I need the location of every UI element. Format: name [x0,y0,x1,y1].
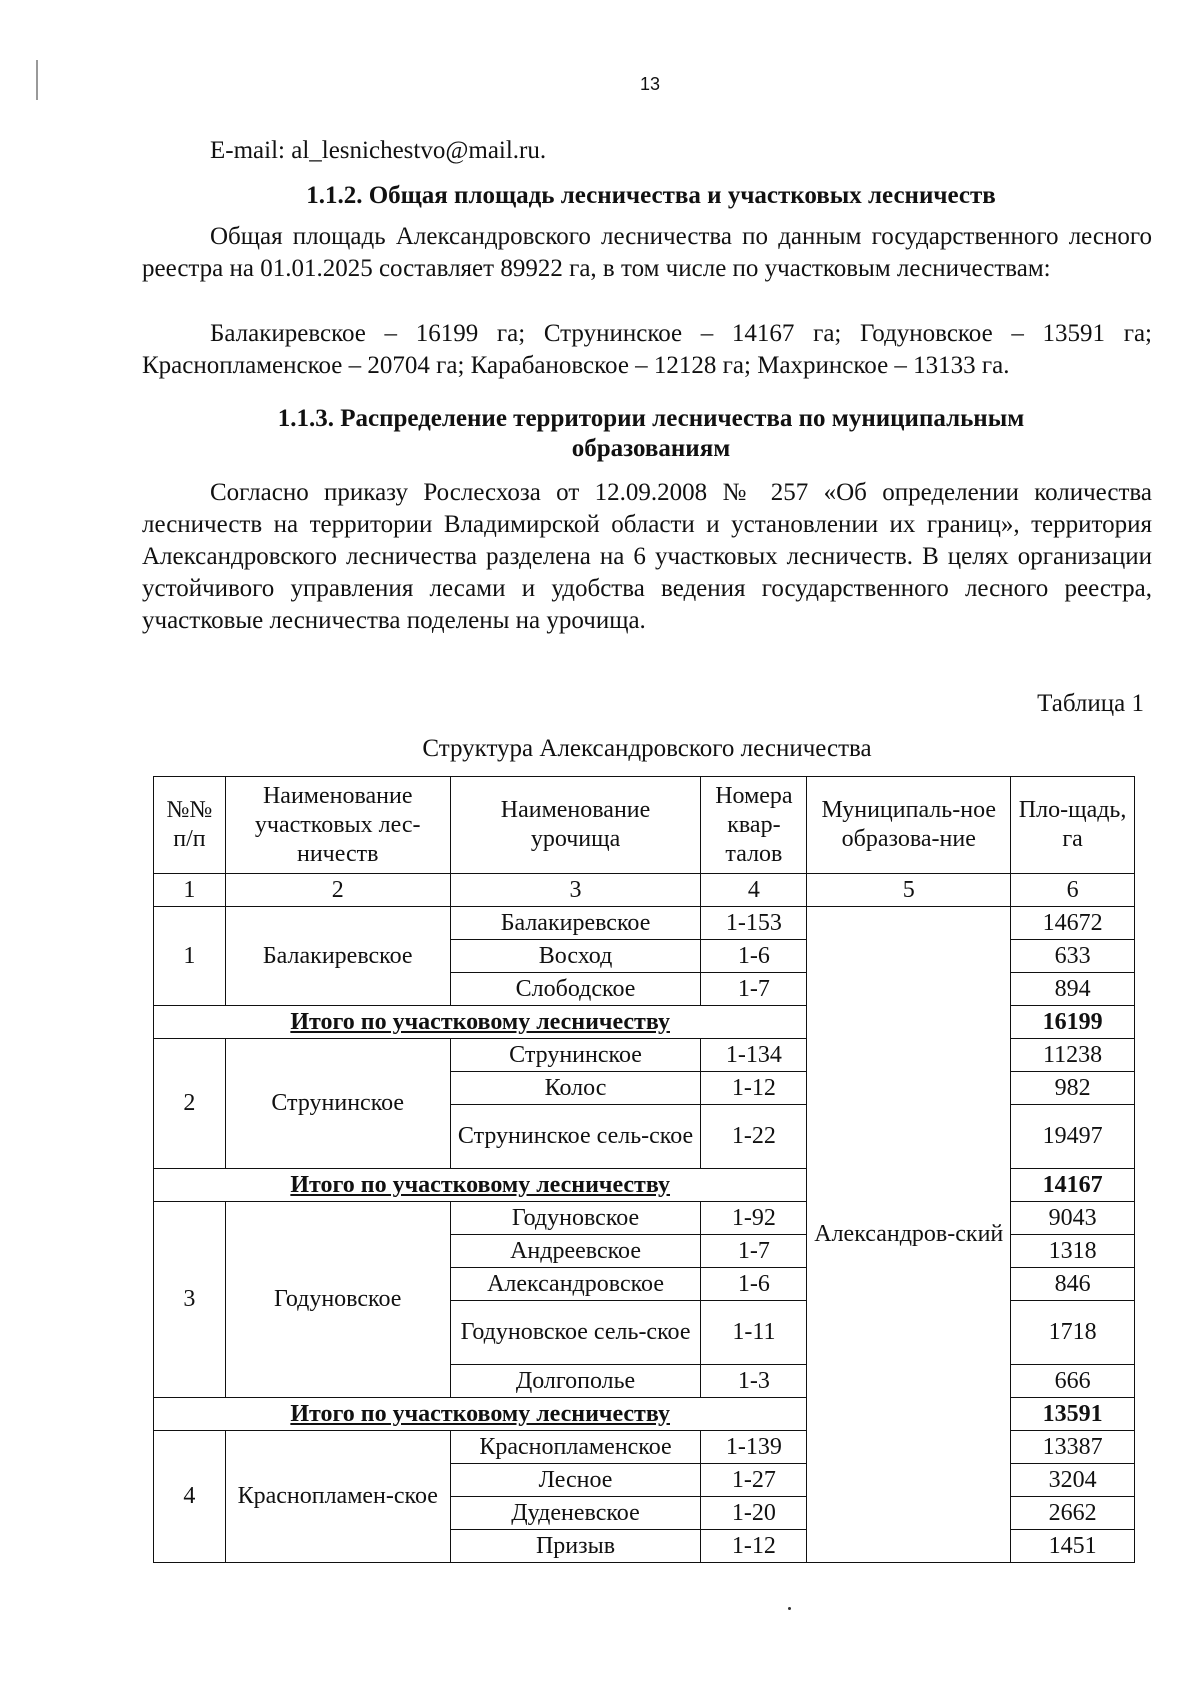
header-tract: Наименование урочища [450,777,701,874]
cell-group-number: 1 [154,907,226,1006]
column-number: 2 [225,874,450,907]
cell-area: 14672 [1011,907,1135,940]
cell-district-name: Краснопламен-ское [225,1431,450,1563]
header-area: Пло-щадь, га [1011,777,1135,874]
cell-area: 19497 [1011,1105,1135,1169]
cell-quarters: 1-7 [701,1235,807,1268]
cell-tract: Балакиревское [450,907,701,940]
table-label: Таблица 1 [1037,690,1144,717]
scan-speck [788,1607,791,1610]
paragraph-text: Согласно приказу Рослесхоза от 12.09.2008 № 257 «Об определении количества лесничеств на территории Владимирской области и установлении их границ», территория Александровского лесничества разделена на 6 участковых лесничеств. В целях организации устойчивого управления лесами и удобства ведения государственного лесного реестра, участковые лесничества поделены на урочища. [142,479,1152,634]
cell-area: 1451 [1011,1530,1135,1563]
cell-group-number: 2 [154,1039,226,1169]
heading-line: 1.1.3. Распределение территории лесничества по муниципальным [277,405,1025,432]
subtotal-area: 14167 [1011,1169,1135,1202]
column-number: 5 [807,874,1011,907]
paragraph-text: Балакиревское – 16199 га; Струнинское – 14167 га; Годуновское – 13591 га; Краснопламенское – 20704 га; Карабановское – 12128 га; Махринское – 13133 га. [142,320,1152,379]
cell-area: 1718 [1011,1301,1135,1365]
email-line: E-mail: al_lesnichestvo@mail.ru. [210,137,547,164]
paragraph-district-areas [142,318,1152,382]
cell-tract: Лесное [450,1464,701,1497]
header-district: Наименование участковых лес-ничеств [225,777,450,874]
subtotal-label: Итого по участковому лесничеству [290,1400,670,1427]
cell-tract: Восход [450,940,701,973]
table-body [154,907,1135,1563]
cell-tract: Долгополье [450,1365,701,1398]
cell-quarters: 1-7 [701,973,807,1006]
cell-area: 633 [1011,940,1135,973]
cell-quarters: 1-11 [701,1301,807,1365]
subtotal-area: 13591 [1011,1398,1135,1431]
table-row [154,907,1135,940]
cell-group-number: 3 [154,1202,226,1398]
cell-tract: Александровское [450,1268,701,1301]
cell-area: 11238 [1011,1039,1135,1072]
subtotal-area: 16199 [1011,1006,1135,1039]
cell-quarters: 1-27 [701,1464,807,1497]
cell-quarters: 1-92 [701,1202,807,1235]
cell-area: 666 [1011,1365,1135,1398]
cell-area: 2662 [1011,1497,1135,1530]
paragraph-text: Общая площадь Александровского лесничества по данным государственного лесного реестра на 01.01.2025 составляет 89922 га, в том числе по участковым лесничествам: [142,223,1152,282]
cell-district-name: Годуновское [225,1202,450,1398]
subtotal-label: Итого по участковому лесничеству [290,1171,670,1198]
column-number: 1 [154,874,226,907]
header-quarters: Номера квар-талов [701,777,807,874]
cell-municipality: Александров-ский [807,907,1011,1563]
cell-quarters: 1-22 [701,1105,807,1169]
paragraph-order [142,477,1152,637]
page-number: 13 [639,74,661,94]
cell-quarters: 1-6 [701,940,807,973]
cell-tract: Призыв [450,1530,701,1563]
cell-group-number: 4 [154,1431,226,1563]
cell-quarters: 1-3 [701,1365,807,1398]
paragraph-total-area [142,221,1152,285]
cell-tract: Дуденевское [450,1497,701,1530]
cell-area: 982 [1011,1072,1135,1105]
subtotal-label: Итого по участковому лесничеству [290,1008,670,1035]
table-title: Структура Александровского лесничества [422,735,872,762]
section-heading-1-1-2: 1.1.2. Общая площадь лесничества и участковых лесничеств [306,182,996,209]
section-heading-1-1-3 [142,404,1160,464]
cell-district-name: Струнинское [225,1039,450,1169]
cell-quarters: 1-20 [701,1497,807,1530]
cell-tract: Краснопламенское [450,1431,701,1464]
cell-area: 1318 [1011,1235,1135,1268]
cell-tract: Слободское [450,973,701,1006]
cell-quarters: 1-153 [701,907,807,940]
cell-quarters: 1-6 [701,1268,807,1301]
cell-quarters: 1-12 [701,1530,807,1563]
subtotal-label-cell [154,1169,807,1202]
cell-area: 9043 [1011,1202,1135,1235]
cell-tract: Струнинское [450,1039,701,1072]
cell-area: 13387 [1011,1431,1135,1464]
cell-tract: Колос [450,1072,701,1105]
heading-line: образованиям [571,435,731,462]
cell-tract: Годуновское сель-ское [450,1301,701,1365]
cell-area: 3204 [1011,1464,1135,1497]
subtotal-label-cell [154,1006,807,1039]
cell-quarters: 1-134 [701,1039,807,1072]
column-number: 4 [701,874,807,907]
cell-area: 894 [1011,973,1135,1006]
cell-tract: Годуновское [450,1202,701,1235]
structure-table [153,776,1135,1563]
cell-district-name: Балакиревское [225,907,450,1006]
column-number: 6 [1011,874,1135,907]
subtotal-label-cell [154,1398,807,1431]
cell-quarters: 1-12 [701,1072,807,1105]
cell-tract: Андреевское [450,1235,701,1268]
cell-tract: Струнинское сель-ское [450,1105,701,1169]
header-number: №№ п/п [154,777,226,874]
column-number: 3 [450,874,701,907]
cell-area: 846 [1011,1268,1135,1301]
cell-quarters: 1-139 [701,1431,807,1464]
header-municipality: Муниципаль-ное образова-ние [807,777,1011,874]
